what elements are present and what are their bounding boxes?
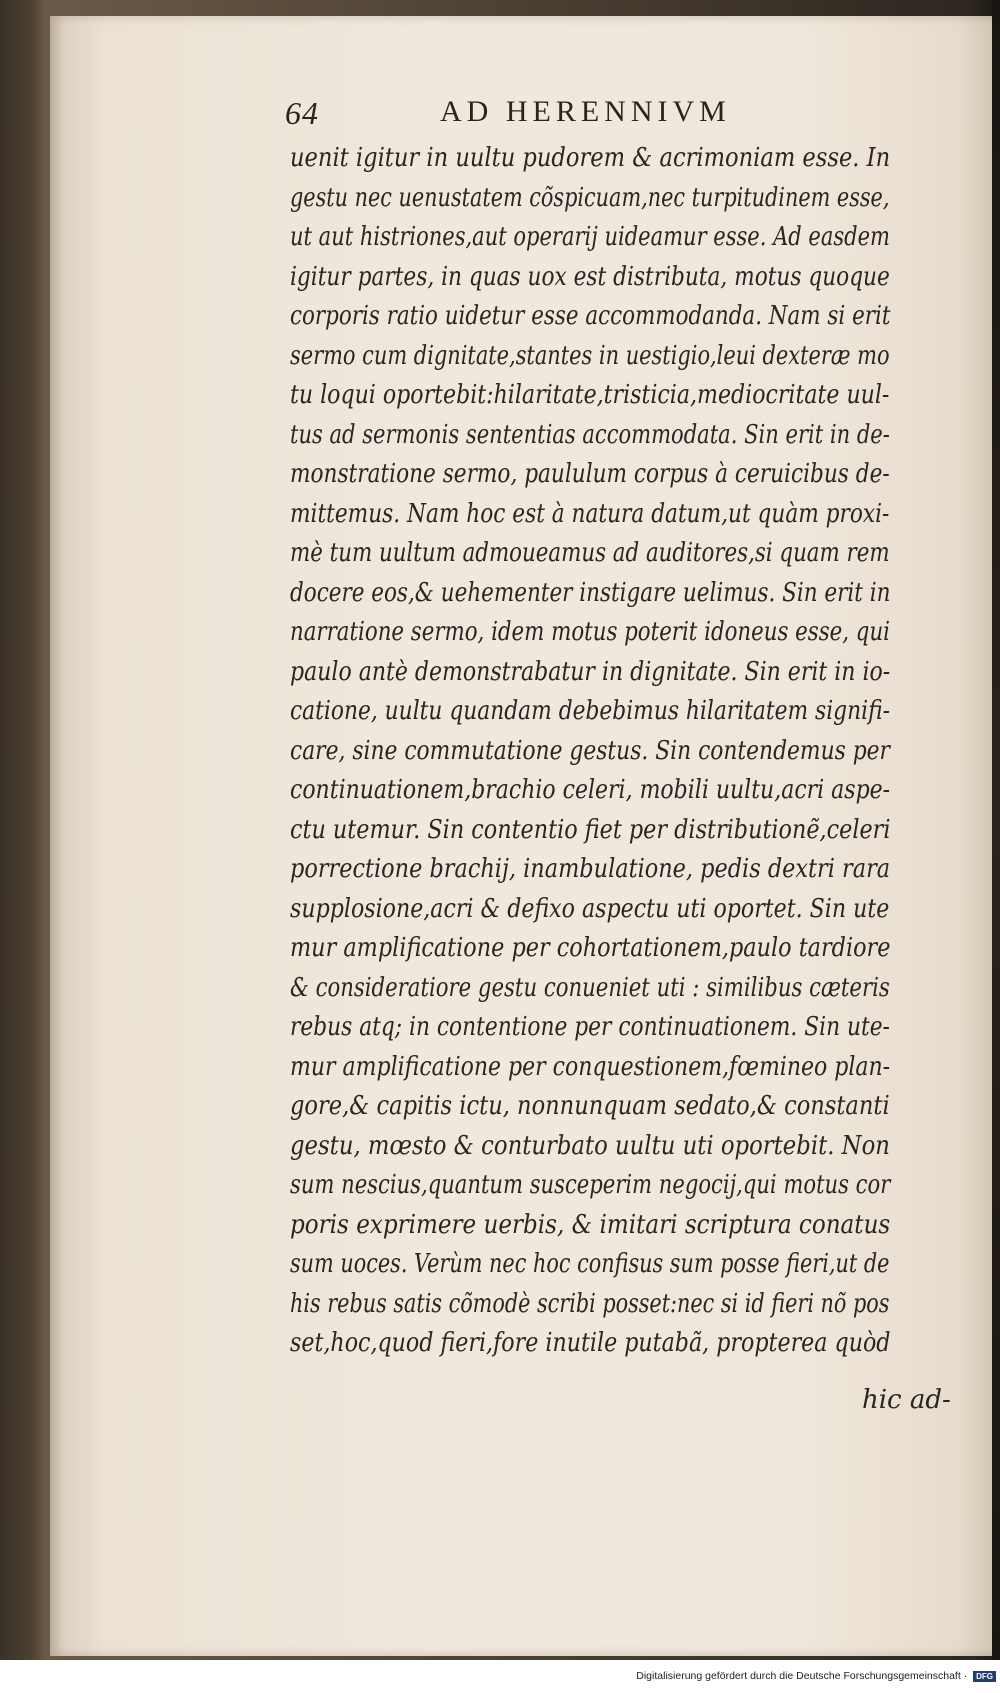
text-line: monstratione sermo, paululum corpus à ceruicibus de- <box>290 458 890 489</box>
catchword: hic ad- <box>862 1385 951 1415</box>
text-line: mittemus. Nam hoc est à natura datum,ut quàm proxi- <box>290 497 890 529</box>
text-line: set,hoc,quod fieri,fore inutile putabã, propterea quòd <box>290 1327 891 1358</box>
text-line: gestu, mœsto & conturbato uultu uti oportebit. Non <box>290 1129 890 1161</box>
page-header <box>285 95 885 135</box>
text-line: & consideratiore gestu conueniet uti : similibus cæteris <box>290 971 890 1003</box>
text-line: poris exprimere uerbis, & imitari scriptura conatus <box>290 1208 891 1240</box>
page-number: 64 <box>285 95 319 131</box>
text-line: paulo antè demonstrabatur in dignitate. Sin erit in io- <box>290 655 891 687</box>
running-title: AD HERENNIVM <box>440 95 731 128</box>
page-edge <box>992 0 1000 1660</box>
text-line: ut aut histriones,aut operarij uideamur esse. Ad easdem <box>290 221 890 252</box>
text-line: rebus atq; in contentione per continuationem. Sin ute- <box>290 1011 890 1042</box>
text-line: sum nescius,quantum susceperim negocij,qui motus cor <box>290 1169 891 1200</box>
text-line: continuationem,brachio celeri, mobili uultu,acri aspe- <box>290 774 891 805</box>
footer-credit <box>0 1670 996 1690</box>
text-line: corporis ratio uidetur esse accommodanda. Nam si erit <box>290 300 891 331</box>
text-line: sum uoces. Verùm nec hoc confisus sum posse fieri,ut de <box>290 1248 890 1279</box>
text-line: narratione sermo, idem motus poterit idoneus esse, qui <box>290 616 890 647</box>
text-line: catione, uultu quandam debebimus hilaritatem signifi- <box>290 695 890 726</box>
text-line: mur amplificatione per conquestionem,fœmineo plan- <box>290 1050 891 1082</box>
body-text <box>290 138 950 1363</box>
text-line: docere eos,& uehementer instigare uelimus. Sin erit in <box>290 576 891 608</box>
text-line: tus ad sermonis sententias accommodata. Sin erit in de- <box>290 418 890 450</box>
text-line: tu loqui oportebit:hilaritate,tristicia,mediocritate uul- <box>290 379 890 410</box>
text-line: supplosione,acri & defixo aspectu uti oportet. Sin ute <box>290 892 890 924</box>
text-line: care, sine commutatione gestus. Sin contendemus per <box>290 734 890 766</box>
text-line: sermo cum dignitate,stantes in uestigio,leui dexteræ mo <box>290 339 890 371</box>
text-line: uenit igitur in uultu pudorem & acrimoniam esse. In <box>290 142 891 173</box>
text-line: mè tum uultum admoueamus ad auditores,si quam rem <box>290 537 890 568</box>
text-line: gore,& capitis ictu, nonnunquam sedato,& constanti <box>290 1090 890 1121</box>
dfg-logo-icon: DFG <box>973 1671 996 1682</box>
text-line: porrectione brachij, inambulatione, pedis dextri rara <box>290 853 891 884</box>
footer-text: Digitalisierung gefördert durch die Deutsche Forschungsgemeinschaft · <box>636 1670 968 1683</box>
text-line: mur amplificatione per cohortationem,paulo tardiore <box>290 932 891 963</box>
text-line: igitur partes, in quas uox est distributa, motus quoque <box>290 260 890 292</box>
text-line: his rebus satis cõmodè scribi posset:nec si id fieri nõ pos <box>290 1287 890 1319</box>
text-line: ctu utemur. Sin contentio fiet per distributionẽ,celeri <box>290 813 891 845</box>
text-line: gestu nec uenustatem cõspicuam,nec turpitudinem esse, <box>290 181 890 213</box>
